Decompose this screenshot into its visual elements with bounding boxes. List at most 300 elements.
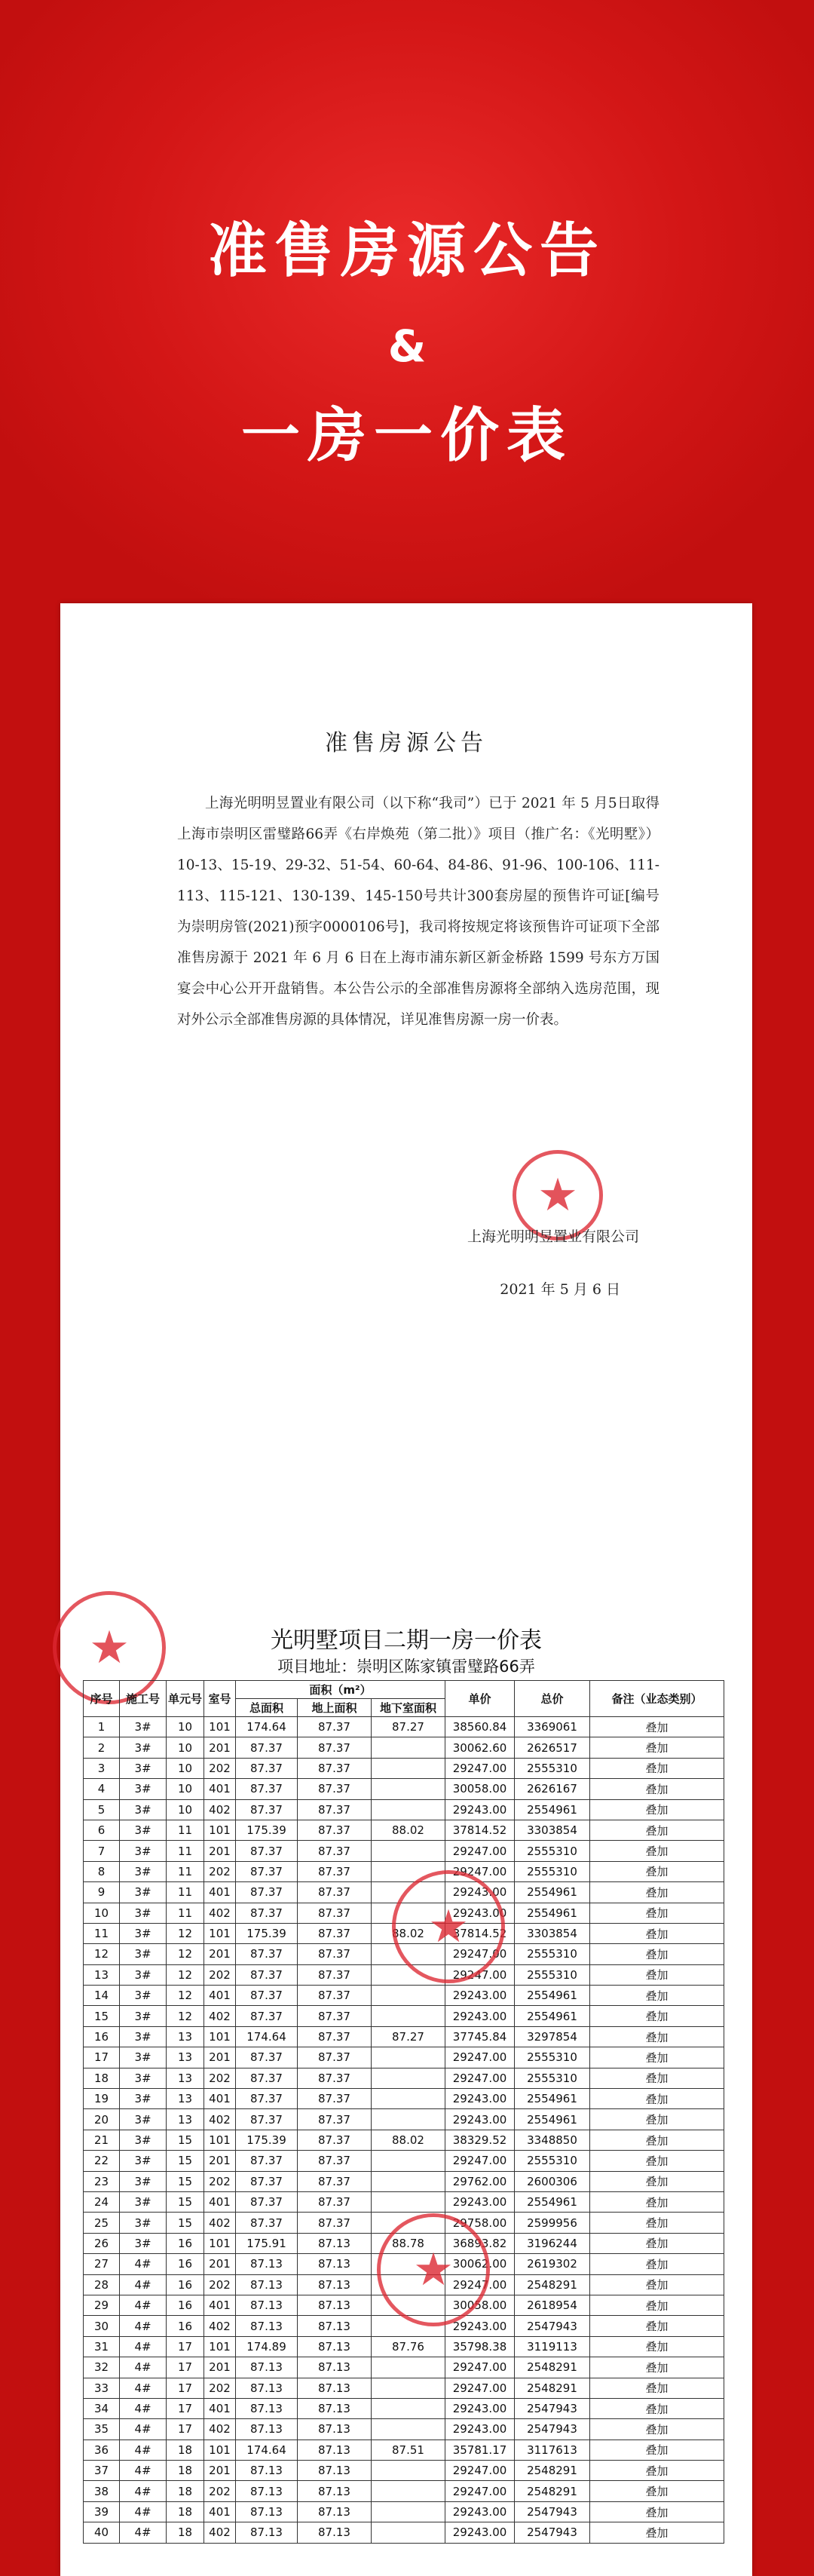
cell-building: 3# bbox=[120, 2151, 167, 2171]
cell-total-area: 175.39 bbox=[236, 1923, 298, 1943]
cell-total-area: 87.37 bbox=[236, 2191, 298, 2212]
cell-building: 3# bbox=[120, 1903, 167, 1923]
cell-building: 4# bbox=[120, 2440, 167, 2460]
cell-above-area: 87.13 bbox=[298, 2398, 372, 2418]
cell-total-price: 2554961 bbox=[515, 1903, 590, 1923]
cell-above-area: 87.13 bbox=[298, 2336, 372, 2357]
cell-seq: 9 bbox=[84, 1882, 120, 1903]
cell-unit: 16 bbox=[167, 2233, 204, 2253]
cell-total-price: 2555310 bbox=[515, 2151, 590, 2171]
cell-seq: 26 bbox=[84, 2233, 120, 2253]
cell-total-area: 87.37 bbox=[236, 2109, 298, 2130]
cell-building: 4# bbox=[120, 2316, 167, 2336]
cell-seq: 38 bbox=[84, 2481, 120, 2501]
cell-room: 402 bbox=[204, 2522, 236, 2543]
cell-total-area: 87.37 bbox=[236, 1779, 298, 1799]
cell-unit: 17 bbox=[167, 2398, 204, 2418]
cell-room: 101 bbox=[204, 1717, 236, 1737]
cell-room: 401 bbox=[204, 2089, 236, 2109]
notice-date: 2021 年 5 月 6 日 bbox=[500, 1281, 620, 1298]
cell-unit-price: 29247.00 bbox=[445, 2481, 515, 2501]
cell-total-price: 2626167 bbox=[515, 1779, 590, 1799]
cell-unit: 13 bbox=[167, 2026, 204, 2047]
cell-room: 202 bbox=[204, 2171, 236, 2191]
cell-unit: 15 bbox=[167, 2171, 204, 2191]
cell-room: 201 bbox=[204, 1737, 236, 1758]
cell-total-area: 174.64 bbox=[236, 1717, 298, 1737]
table-row bbox=[84, 2501, 724, 2522]
cell-remark: 叠加 bbox=[590, 2481, 724, 2501]
notice-title: 准售房源公告 bbox=[325, 730, 488, 756]
cell-room: 201 bbox=[204, 2047, 236, 2068]
cell-room: 401 bbox=[204, 1882, 236, 1903]
cell-above-area: 87.37 bbox=[298, 1779, 372, 1799]
cell-building: 4# bbox=[120, 2461, 167, 2481]
cell-seq: 2 bbox=[84, 1737, 120, 1758]
cell-unit: 18 bbox=[167, 2522, 204, 2543]
cell-remark: 叠加 bbox=[590, 1964, 724, 1985]
cell-above-area: 87.37 bbox=[298, 1758, 372, 1778]
cell-remark: 叠加 bbox=[590, 2419, 724, 2440]
cell-remark: 叠加 bbox=[590, 1737, 724, 1758]
cell-total-price: 3119113 bbox=[515, 2336, 590, 2357]
notice-signer: 上海光明明昱置业有限公司 bbox=[467, 1228, 639, 1245]
table-row bbox=[84, 2336, 724, 2357]
table-row bbox=[84, 1799, 724, 1820]
cell-total-price: 2600306 bbox=[515, 2171, 590, 2191]
cell-building: 3# bbox=[120, 1944, 167, 1964]
cell-room: 101 bbox=[204, 1923, 236, 1943]
cell-total-area: 87.13 bbox=[236, 2274, 298, 2295]
cell-building: 3# bbox=[120, 1964, 167, 1985]
cell-unit: 17 bbox=[167, 2357, 204, 2378]
cell-unit: 15 bbox=[167, 2213, 204, 2233]
company-seal bbox=[377, 2213, 490, 2326]
cell-room: 402 bbox=[204, 2316, 236, 2336]
cell-total-area: 87.13 bbox=[236, 2316, 298, 2336]
cell-room: 202 bbox=[204, 2481, 236, 2501]
cell-remark: 叠加 bbox=[590, 1841, 724, 1861]
cell-remark: 叠加 bbox=[590, 2398, 724, 2418]
cell-above-area: 87.37 bbox=[298, 2068, 372, 2088]
cell-remark: 叠加 bbox=[590, 2047, 724, 2068]
cell-building: 3# bbox=[120, 2130, 167, 2150]
cell-unit-price: 29758.00 bbox=[445, 2213, 515, 2233]
cell-building: 3# bbox=[120, 1820, 167, 1840]
cell-room: 101 bbox=[204, 2336, 236, 2357]
cell-unit: 10 bbox=[167, 1758, 204, 1778]
cell-basement-area: 88.78 bbox=[372, 2233, 445, 2253]
cell-unit-price: 29247.00 bbox=[445, 2068, 515, 2088]
cell-building: 3# bbox=[120, 1923, 167, 1943]
poster-title-line1: 准售房源公告 bbox=[207, 217, 606, 285]
cell-room: 202 bbox=[204, 1964, 236, 1985]
cell-above-area: 87.37 bbox=[298, 1903, 372, 1923]
cell-remark: 叠加 bbox=[590, 2336, 724, 2357]
cell-seq: 37 bbox=[84, 2461, 120, 2481]
cell-above-area: 87.13 bbox=[298, 2461, 372, 2481]
cell-above-area: 87.37 bbox=[298, 1944, 372, 1964]
cell-building: 3# bbox=[120, 1758, 167, 1778]
cell-above-area: 87.13 bbox=[298, 2295, 372, 2315]
cell-seq: 35 bbox=[84, 2419, 120, 2440]
cell-total-price: 2555310 bbox=[515, 2047, 590, 2068]
cell-above-area: 87.37 bbox=[298, 1841, 372, 1861]
cell-unit: 10 bbox=[167, 1799, 204, 1820]
cell-seq: 20 bbox=[84, 2109, 120, 2130]
cell-room: 402 bbox=[204, 2213, 236, 2233]
cell-unit: 15 bbox=[167, 2191, 204, 2212]
cell-above-area: 87.37 bbox=[298, 1986, 372, 2006]
cell-total-area: 87.13 bbox=[236, 2378, 298, 2398]
cell-total-price: 2548291 bbox=[515, 2357, 590, 2378]
cell-unit: 13 bbox=[167, 2109, 204, 2130]
cell-room: 401 bbox=[204, 2295, 236, 2315]
cell-above-area: 87.37 bbox=[298, 1882, 372, 1903]
table-row bbox=[84, 2316, 724, 2336]
cell-seq: 39 bbox=[84, 2501, 120, 2522]
cell-building: 3# bbox=[120, 2171, 167, 2191]
cell-unit-price: 37814.52 bbox=[445, 1923, 515, 1943]
cell-building: 3# bbox=[120, 2068, 167, 2088]
cell-total-area: 87.37 bbox=[236, 1986, 298, 2006]
table-row bbox=[84, 2109, 724, 2130]
cell-total-price: 3196244 bbox=[515, 2233, 590, 2253]
cell-seq: 7 bbox=[84, 1841, 120, 1861]
cell-seq: 28 bbox=[84, 2274, 120, 2295]
notice-body: 上海光明明昱置业有限公司（以下称“我司”）已于 2021 年 5 月5日取得上海市崇明区雷璧路66弄《右岸焕苑（第二批）》项目（推广名：《光明墅》）10-13、15-19、29-32、51-54、60-64、84-86、91-96、100-106、111-113、115-121、130-139、145-150号共计300套房屋的预售许可证[编号为崇明房管(2021)预字0000106号]，我司将按规定将该预售许可证项下全部准售房源于 2021 年 6 月 6 日在上海市浦东新区新金桥路 1599 号东方万国宴会中心公开开盘销售。本公告公示的全部准售房源将全部纳入选房范围，现对外公示全部准售房源的具体情况，详见准售房源一房一价表。 bbox=[177, 796, 659, 1028]
cell-remark: 叠加 bbox=[590, 1820, 724, 1840]
header-remark: 备注（业态类别） bbox=[590, 1681, 724, 1717]
cell-total-price: 2626517 bbox=[515, 1737, 590, 1758]
cell-unit: 12 bbox=[167, 1944, 204, 1964]
cell-above-area: 87.37 bbox=[298, 2026, 372, 2047]
cell-total-price: 2555310 bbox=[515, 1758, 590, 1778]
cell-seq: 23 bbox=[84, 2171, 120, 2191]
poster-title-line2: 一房一价表 bbox=[240, 402, 573, 470]
cell-total-price: 2547943 bbox=[515, 2398, 590, 2418]
cell-total-price: 2554961 bbox=[515, 2191, 590, 2212]
seal-star-icon: ★ bbox=[413, 2243, 454, 2296]
cell-room: 402 bbox=[204, 1799, 236, 1820]
table-row bbox=[84, 2130, 724, 2150]
cell-above-area: 87.37 bbox=[298, 2130, 372, 2150]
cell-remark: 叠加 bbox=[590, 2026, 724, 2047]
cell-basement-area bbox=[372, 2151, 445, 2171]
seal-star-icon: ★ bbox=[537, 1169, 578, 1222]
cell-above-area: 87.37 bbox=[298, 2047, 372, 2068]
cell-unit: 10 bbox=[167, 1737, 204, 1758]
cell-remark: 叠加 bbox=[590, 1861, 724, 1881]
cell-basement-area bbox=[372, 2481, 445, 2501]
cell-above-area: 87.37 bbox=[298, 1799, 372, 1820]
cell-total-price: 2618954 bbox=[515, 2295, 590, 2315]
cell-unit-price: 29247.00 bbox=[445, 2151, 515, 2171]
table-row bbox=[84, 2026, 724, 2047]
cell-basement-area bbox=[372, 1758, 445, 1778]
cell-building: 3# bbox=[120, 2026, 167, 2047]
cell-above-area: 87.13 bbox=[298, 2522, 372, 2543]
cell-total-price: 2554961 bbox=[515, 1882, 590, 1903]
header-total-price: 总价 bbox=[515, 1681, 590, 1717]
cell-room: 202 bbox=[204, 1861, 236, 1881]
cell-unit-price: 29243.00 bbox=[445, 2501, 515, 2522]
table-row bbox=[84, 2398, 724, 2418]
cell-remark: 叠加 bbox=[590, 1903, 724, 1923]
header-unit-price: 单价 bbox=[445, 1681, 515, 1717]
cell-room: 202 bbox=[204, 1758, 236, 1778]
cell-seq: 27 bbox=[84, 2254, 120, 2274]
cell-total-area: 87.37 bbox=[236, 1861, 298, 1881]
cell-unit-price: 35781.17 bbox=[445, 2440, 515, 2460]
cell-seq: 33 bbox=[84, 2378, 120, 2398]
cell-room: 201 bbox=[204, 1841, 236, 1861]
cell-seq: 19 bbox=[84, 2089, 120, 2109]
cell-basement-area bbox=[372, 2068, 445, 2088]
cell-remark: 叠加 bbox=[590, 2295, 724, 2315]
cell-remark: 叠加 bbox=[590, 2006, 724, 2026]
cell-unit: 12 bbox=[167, 1923, 204, 1943]
cell-basement-area bbox=[372, 2419, 445, 2440]
cell-total-area: 87.37 bbox=[236, 2089, 298, 2109]
cell-total-area: 87.37 bbox=[236, 1841, 298, 1861]
cell-room: 101 bbox=[204, 2233, 236, 2253]
cell-total-area: 87.37 bbox=[236, 1758, 298, 1778]
cell-above-area: 87.13 bbox=[298, 2378, 372, 2398]
cell-total-area: 87.13 bbox=[236, 2481, 298, 2501]
cell-unit-price: 30058.00 bbox=[445, 1779, 515, 1799]
cell-total-price: 2619302 bbox=[515, 2254, 590, 2274]
cell-above-area: 87.37 bbox=[298, 2191, 372, 2212]
header-above-area: 地上面积 bbox=[298, 1699, 372, 1717]
cell-basement-area bbox=[372, 1779, 445, 1799]
table-row bbox=[84, 2047, 724, 2068]
table-row bbox=[84, 1717, 724, 1737]
cell-unit-price: 29243.00 bbox=[445, 1903, 515, 1923]
cell-total-area: 174.89 bbox=[236, 2336, 298, 2357]
cell-remark: 叠加 bbox=[590, 2378, 724, 2398]
cell-total-area: 87.37 bbox=[236, 2068, 298, 2088]
cell-building: 3# bbox=[120, 1799, 167, 1820]
cell-remark: 叠加 bbox=[590, 2522, 724, 2543]
table-row bbox=[84, 1820, 724, 1840]
table-row bbox=[84, 2461, 724, 2481]
cell-basement-area bbox=[372, 2522, 445, 2543]
cell-unit-price: 30058.00 bbox=[445, 2295, 515, 2315]
cell-unit: 12 bbox=[167, 1964, 204, 1985]
cell-building: 3# bbox=[120, 2233, 167, 2253]
cell-unit: 16 bbox=[167, 2316, 204, 2336]
cell-unit-price: 29243.00 bbox=[445, 2419, 515, 2440]
cell-unit-price: 29243.00 bbox=[445, 2316, 515, 2336]
cell-room: 101 bbox=[204, 2440, 236, 2460]
cell-total-price: 2547943 bbox=[515, 2316, 590, 2336]
cell-building: 3# bbox=[120, 1986, 167, 2006]
cell-remark: 叠加 bbox=[590, 2130, 724, 2150]
cell-total-area: 87.37 bbox=[236, 2171, 298, 2191]
cell-basement-area: 88.02 bbox=[372, 1820, 445, 1840]
cell-above-area: 87.13 bbox=[298, 2481, 372, 2501]
cell-remark: 叠加 bbox=[590, 2461, 724, 2481]
cell-unit: 17 bbox=[167, 2419, 204, 2440]
cell-unit: 18 bbox=[167, 2440, 204, 2460]
cell-above-area: 87.13 bbox=[298, 2419, 372, 2440]
cell-unit-price: 29243.00 bbox=[445, 2089, 515, 2109]
cell-building: 3# bbox=[120, 2191, 167, 2212]
cell-total-price: 2548291 bbox=[515, 2461, 590, 2481]
cell-building: 4# bbox=[120, 2295, 167, 2315]
cell-seq: 12 bbox=[84, 1944, 120, 1964]
cell-building: 3# bbox=[120, 2089, 167, 2109]
table-row bbox=[84, 1737, 724, 1758]
header-unit: 单元号 bbox=[167, 1681, 204, 1717]
document-sheet bbox=[60, 603, 752, 2576]
table-row bbox=[84, 2419, 724, 2440]
cell-unit: 10 bbox=[167, 1717, 204, 1737]
cell-total-price: 2555310 bbox=[515, 1841, 590, 1861]
cell-unit: 12 bbox=[167, 1986, 204, 2006]
cell-room: 201 bbox=[204, 2254, 236, 2274]
cell-building: 3# bbox=[120, 1737, 167, 1758]
cell-remark: 叠加 bbox=[590, 1779, 724, 1799]
cell-seq: 3 bbox=[84, 1758, 120, 1778]
cell-room: 201 bbox=[204, 2461, 236, 2481]
cell-above-area: 87.13 bbox=[298, 2254, 372, 2274]
cell-unit: 18 bbox=[167, 2481, 204, 2501]
cell-remark: 叠加 bbox=[590, 1758, 724, 1778]
cell-remark: 叠加 bbox=[590, 2151, 724, 2171]
cell-unit-price: 29762.00 bbox=[445, 2171, 515, 2191]
cell-unit: 16 bbox=[167, 2274, 204, 2295]
cell-basement-area bbox=[372, 2357, 445, 2378]
cell-remark: 叠加 bbox=[590, 2089, 724, 2109]
cell-remark: 叠加 bbox=[590, 1717, 724, 1737]
cell-above-area: 87.13 bbox=[298, 2316, 372, 2336]
cell-room: 401 bbox=[204, 2501, 236, 2522]
table-row bbox=[84, 2006, 724, 2026]
cell-basement-area bbox=[372, 1841, 445, 1861]
table-row bbox=[84, 1779, 724, 1799]
table-row bbox=[84, 2068, 724, 2088]
cell-total-area: 175.39 bbox=[236, 2130, 298, 2150]
cell-unit-price: 29243.00 bbox=[445, 2191, 515, 2212]
cell-building: 3# bbox=[120, 2006, 167, 2026]
cell-seq: 40 bbox=[84, 2522, 120, 2543]
cell-total-area: 174.64 bbox=[236, 2026, 298, 2047]
cell-unit-price: 29243.00 bbox=[445, 1986, 515, 2006]
table-row bbox=[84, 1861, 724, 1881]
cell-room: 402 bbox=[204, 2419, 236, 2440]
cell-unit-price: 37745.84 bbox=[445, 2026, 515, 2047]
cell-above-area: 87.37 bbox=[298, 2089, 372, 2109]
cell-unit-price: 29247.00 bbox=[445, 1964, 515, 1985]
cell-unit: 11 bbox=[167, 1820, 204, 1840]
cell-remark: 叠加 bbox=[590, 2501, 724, 2522]
table-row bbox=[84, 1964, 724, 1985]
cell-room: 201 bbox=[204, 1944, 236, 1964]
cell-seq: 14 bbox=[84, 1986, 120, 2006]
cell-seq: 15 bbox=[84, 2006, 120, 2026]
cell-unit-price: 29247.00 bbox=[445, 2378, 515, 2398]
poster-ampersand: & bbox=[387, 320, 427, 372]
cell-total-price: 3303854 bbox=[515, 1820, 590, 1840]
cell-total-area: 174.64 bbox=[236, 2440, 298, 2460]
cell-unit: 13 bbox=[167, 2089, 204, 2109]
cell-room: 101 bbox=[204, 1820, 236, 1840]
cell-above-area: 87.37 bbox=[298, 1923, 372, 1943]
cell-remark: 叠加 bbox=[590, 2191, 724, 2212]
cell-total-price: 2547943 bbox=[515, 2419, 590, 2440]
cell-seq: 30 bbox=[84, 2316, 120, 2336]
cell-unit: 18 bbox=[167, 2501, 204, 2522]
cell-basement-area: 88.02 bbox=[372, 2130, 445, 2150]
cell-unit: 18 bbox=[167, 2461, 204, 2481]
cell-unit-price: 35798.38 bbox=[445, 2336, 515, 2357]
cell-above-area: 87.37 bbox=[298, 1964, 372, 1985]
cell-total-area: 87.37 bbox=[236, 1737, 298, 1758]
cell-total-area: 87.13 bbox=[236, 2357, 298, 2378]
cell-unit: 15 bbox=[167, 2130, 204, 2150]
cell-unit-price: 29247.00 bbox=[445, 2357, 515, 2378]
cell-above-area: 87.13 bbox=[298, 2501, 372, 2522]
cell-building: 4# bbox=[120, 2398, 167, 2418]
seal-star-icon: ★ bbox=[428, 1900, 469, 1953]
cell-building: 4# bbox=[120, 2254, 167, 2274]
cell-remark: 叠加 bbox=[590, 1986, 724, 2006]
cell-total-price: 3297854 bbox=[515, 2026, 590, 2047]
seal-star-icon: ★ bbox=[89, 1621, 130, 1674]
cell-total-price: 2555310 bbox=[515, 2068, 590, 2088]
cell-basement-area bbox=[372, 2191, 445, 2212]
cell-building: 3# bbox=[120, 1717, 167, 1737]
cell-basement-area bbox=[372, 1799, 445, 1820]
cell-room: 202 bbox=[204, 2068, 236, 2088]
price-table-body bbox=[84, 1717, 724, 2544]
cell-room: 401 bbox=[204, 2398, 236, 2418]
cell-building: 3# bbox=[120, 2109, 167, 2130]
cell-unit-price: 38329.52 bbox=[445, 2130, 515, 2150]
cell-unit-price: 36893.82 bbox=[445, 2233, 515, 2253]
cell-total-price: 2555310 bbox=[515, 1944, 590, 1964]
cell-seq: 34 bbox=[84, 2398, 120, 2418]
cell-total-price: 2548291 bbox=[515, 2274, 590, 2295]
cell-basement-area: 87.51 bbox=[372, 2440, 445, 2460]
cell-total-area: 87.37 bbox=[236, 1903, 298, 1923]
cell-total-area: 87.37 bbox=[236, 1799, 298, 1820]
cell-building: 3# bbox=[120, 1882, 167, 1903]
cell-unit: 11 bbox=[167, 1903, 204, 1923]
cell-basement-area bbox=[372, 2501, 445, 2522]
cell-building: 4# bbox=[120, 2419, 167, 2440]
cell-seq: 36 bbox=[84, 2440, 120, 2460]
cell-unit-price: 29247.00 bbox=[445, 2047, 515, 2068]
cell-remark: 叠加 bbox=[590, 2274, 724, 2295]
cell-unit: 16 bbox=[167, 2295, 204, 2315]
cell-remark: 叠加 bbox=[590, 1923, 724, 1943]
cell-room: 201 bbox=[204, 2151, 236, 2171]
cell-building: 3# bbox=[120, 2213, 167, 2233]
cell-total-area: 87.37 bbox=[236, 1882, 298, 1903]
cell-total-price: 3303854 bbox=[515, 1923, 590, 1943]
cell-seq: 4 bbox=[84, 1779, 120, 1799]
cell-basement-area: 87.76 bbox=[372, 2336, 445, 2357]
table-row bbox=[84, 2378, 724, 2398]
cell-unit-price: 38560.84 bbox=[445, 1717, 515, 1737]
cell-remark: 叠加 bbox=[590, 1944, 724, 1964]
cell-room: 201 bbox=[204, 2357, 236, 2378]
cell-seq: 5 bbox=[84, 1799, 120, 1820]
cell-total-price: 3117613 bbox=[515, 2440, 590, 2460]
